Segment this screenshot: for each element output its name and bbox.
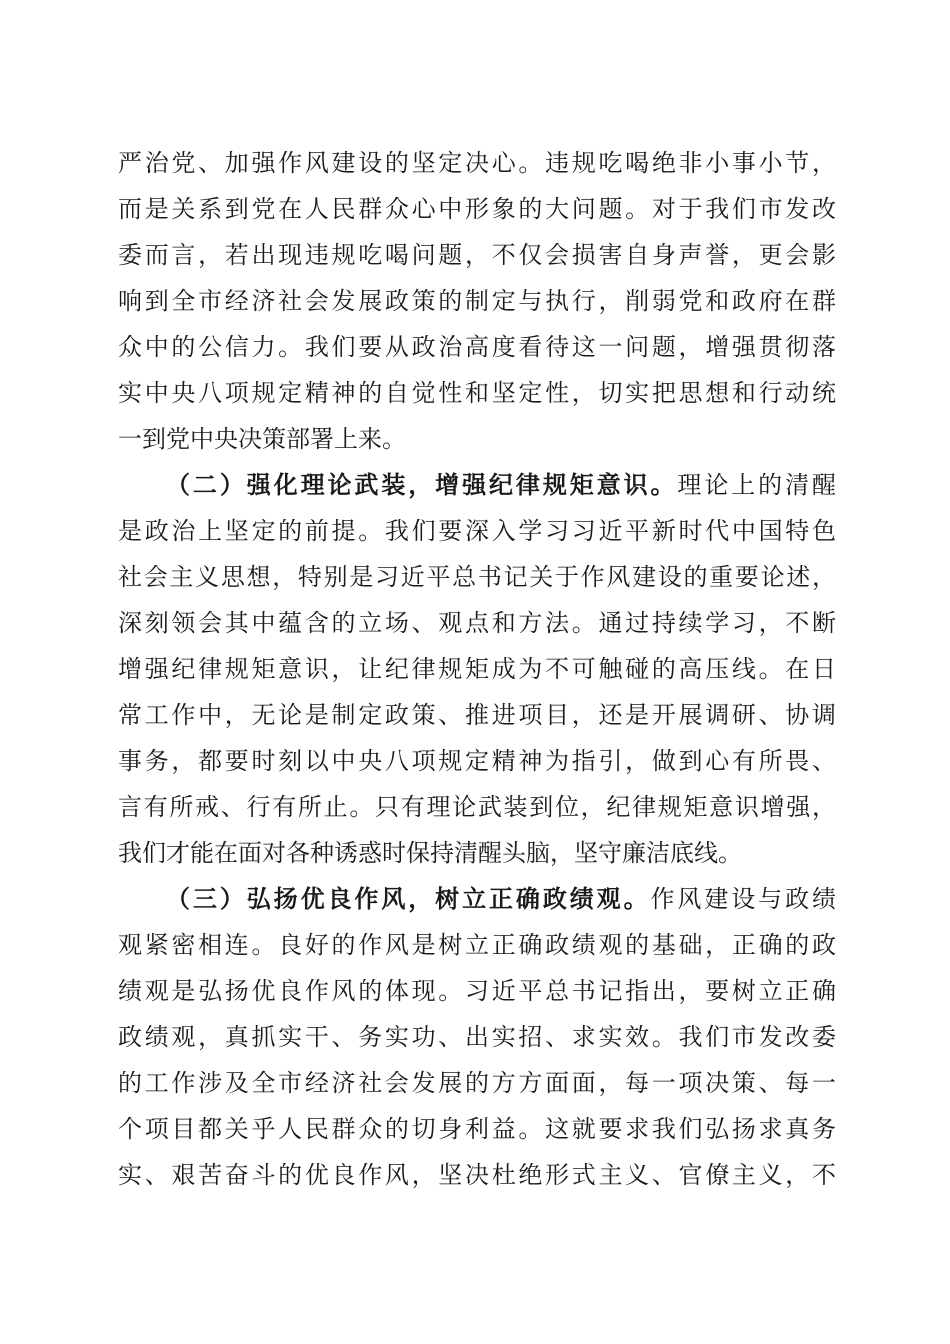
text-line: 一到党中央决策部署上来。 — [118, 425, 406, 453]
text-line: 而是关系到党在人民群众心中形象的大问题。对于我们市发改 — [118, 195, 836, 223]
text-line: 严治党、加强作风建设的坚定决心。违规吃喝绝非小事小节， — [118, 149, 836, 177]
paragraph-1 — [118, 140, 836, 462]
text-line: 社会主义思想，特别是习近平总书记关于作风建设的重要论述， — [118, 563, 836, 591]
text-line: 常工作中，无论是制定政策、推进项目，还是开展调研、协调 — [118, 701, 836, 729]
text-line: 实、艰苦奋斗的优良作风，坚决杜绝形式主义、官僚主义，不 — [118, 1161, 836, 1189]
paragraph-2 — [118, 462, 836, 876]
text-line: 增强纪律规矩意识，让纪律规矩成为不可触碰的高压线。在日 — [118, 655, 836, 683]
text-line: 个项目都关乎人民群众的切身利益。这就要求我们弘扬求真务 — [118, 1115, 836, 1143]
text-run: 作风建设与政绩 — [650, 885, 836, 913]
text-line: 是政治上坚定的前提。我们要深入学习习近平新时代中国特色 — [118, 517, 836, 545]
paragraph-3 — [118, 876, 836, 1198]
text-line: 众中的公信力。我们要从政治高度看待这一问题，增强贯彻落 — [118, 333, 836, 361]
text-run: 理论上的清醒 — [677, 471, 837, 499]
paragraph-first-line — [118, 876, 836, 922]
text-line: 观紧密相连。良好的作风是树立正确政绩观的基础，正确的政 — [118, 931, 836, 959]
section-heading: （二）强化理论武装，增强纪律规矩意识。 — [166, 470, 678, 499]
text-line: 委而言，若出现违规吃喝问题，不仅会损害自身声誉，更会影 — [118, 241, 836, 269]
text-line: 我们才能在面对各种诱惑时保持清醒头脑，坚守廉洁底线。 — [118, 839, 742, 867]
text-line: 事务，都要时刻以中央八项规定精神为指引，做到心有所畏、 — [118, 747, 836, 775]
document-body — [118, 140, 836, 1198]
text-line: 的工作涉及全市经济社会发展的方方面面，每一项决策、每一 — [118, 1069, 836, 1097]
section-heading: （三）弘扬优良作风，树立正确政绩观。 — [166, 884, 651, 913]
text-line: 绩观是弘扬优良作风的体现。习近平总书记指出，要树立正确 — [118, 977, 836, 1005]
paragraph-first-line — [118, 462, 836, 508]
text-line: 实中央八项规定精神的自觉性和坚定性，切实把思想和行动统 — [118, 379, 836, 407]
text-line: 政绩观，真抓实干、务实功、出实招、求实效。我们市发改委 — [118, 1023, 836, 1051]
text-line: 响到全市经济社会发展政策的制定与执行，削弱党和政府在群 — [118, 287, 836, 315]
text-line: 言有所戒、行有所止。只有理论武装到位，纪律规矩意识增强， — [118, 793, 836, 821]
text-line: 深刻领会其中蕴含的立场、观点和方法。通过持续学习，不断 — [118, 609, 836, 637]
